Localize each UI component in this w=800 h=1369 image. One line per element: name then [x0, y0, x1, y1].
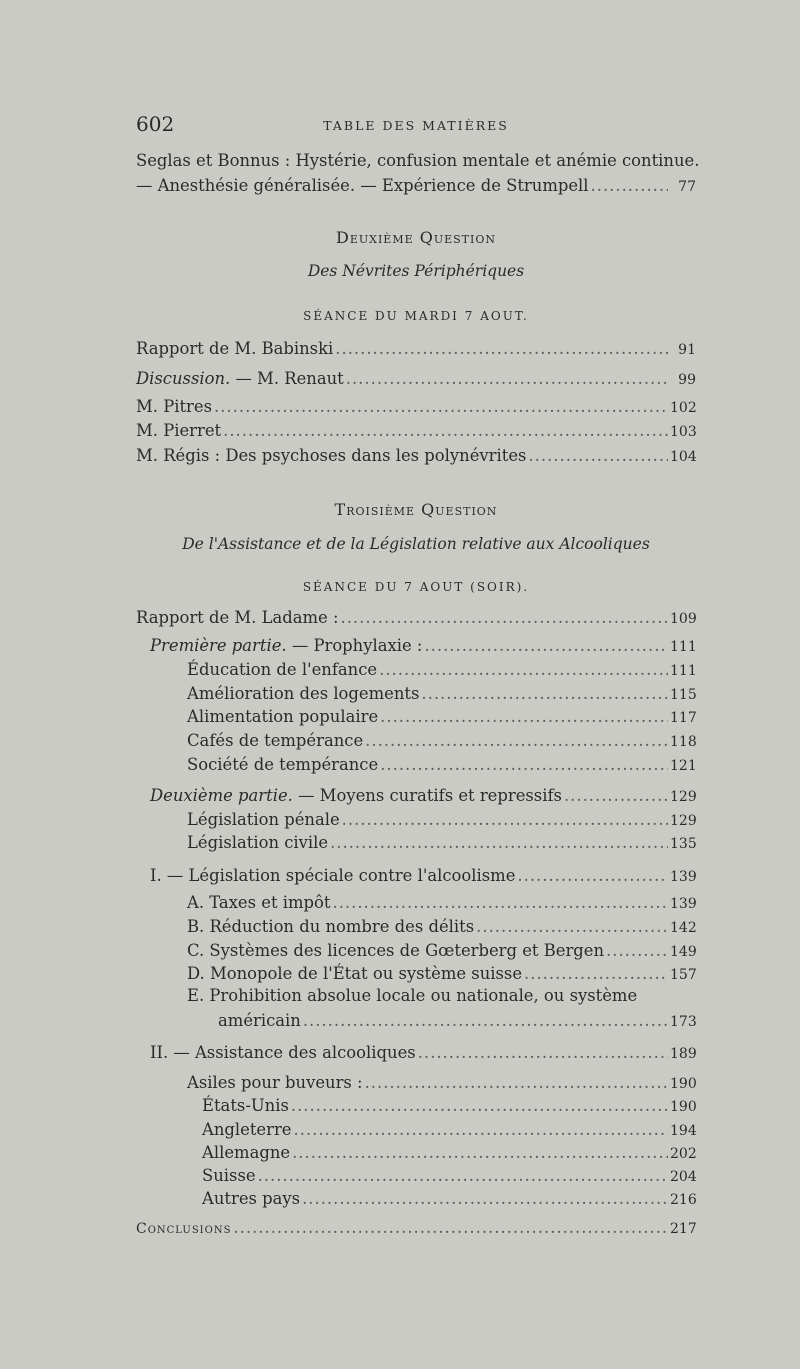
leader-dots: [293, 1120, 668, 1139]
toc-entry[interactable]: [187, 731, 696, 755]
toc-entry-label: M. Régis : Des psychoses dans les polynévrites: [136, 446, 527, 465]
toc-entry-page: 129: [670, 789, 697, 805]
toc-entry-page: 204: [670, 1169, 697, 1185]
toc-entry-page: 118: [670, 734, 697, 750]
toc-entry-label: Législation civile: [187, 833, 329, 852]
running-title: TABLE DES MATIÈRES: [323, 118, 509, 133]
toc-entry-page: 157: [670, 967, 697, 983]
leader-dots: [424, 636, 668, 655]
toc-entry-page: 194: [670, 1123, 697, 1139]
leader-dots: [564, 786, 668, 805]
toc-entry-page: 102: [670, 400, 697, 416]
toc-entry[interactable]: [187, 941, 696, 965]
leader-dots: [517, 866, 668, 885]
toc-entry-label: Amélioration des logements: [187, 684, 420, 703]
leader-dots: [291, 1096, 668, 1115]
toc-entry-page: 202: [670, 1146, 697, 1162]
toc-entry-page: 135: [670, 836, 697, 852]
toc-entry-label: II. — Assistance des alcooliques: [150, 1043, 416, 1062]
toc-entry-page: 99: [678, 372, 696, 388]
toc-entry-label: Société de tempérance: [187, 755, 379, 774]
intro-line-1: Seglas et Bonnus : Hystérie, confusion mentale et anémie continue.: [136, 151, 700, 170]
toc-entry-page: 216: [670, 1192, 697, 1208]
toc-entry-conclusions[interactable]: [136, 1218, 696, 1242]
leader-dots: [233, 1218, 668, 1237]
toc-entry-label: D. Monopole de l'État ou système suisse: [187, 964, 523, 983]
toc-entry-page: 91: [678, 342, 696, 358]
toc-entry-label: E. Prohibition absolue locale ou nationale, ou système: [187, 986, 638, 1005]
leader-dots: [342, 810, 668, 829]
toc-entry-label: Asiles pour buveurs :: [187, 1073, 363, 1092]
toc-entry-label: Allemagne: [202, 1143, 291, 1162]
toc-entry[interactable]: [187, 755, 696, 779]
leader-dots: [524, 964, 668, 983]
toc-entry-label-rest: — Moyens curatifs et repressifs: [292, 786, 562, 805]
toc-entry-label: Suisse: [202, 1166, 256, 1185]
toc-entry-label: États-Unis: [202, 1096, 289, 1115]
toc-entry-label: A. Taxes et impôt: [187, 893, 331, 912]
toc-entry-label: Rapport de M. Ladame :: [136, 608, 339, 627]
section-subtitle-q2: Des Névrites Périphériques: [307, 262, 525, 280]
toc-entry-label: M. Pitres: [136, 397, 213, 416]
toc-entry[interactable]: [187, 917, 696, 941]
toc-entry-label-italic: Deuxième partie.: [150, 786, 293, 805]
leader-dots: [258, 1166, 668, 1185]
toc-entry-page: 142: [670, 920, 697, 936]
toc-entry[interactable]: [150, 786, 696, 810]
toc-entry[interactable]: [187, 660, 696, 684]
toc-entry[interactable]: [202, 1120, 696, 1144]
leader-dots: [330, 833, 668, 852]
leader-dots: [380, 755, 668, 774]
leader-dots: [606, 941, 668, 960]
toc-entry-page: 117: [670, 710, 697, 726]
toc-entry-label: M. Pierret: [136, 421, 222, 440]
toc-entry-page: 104: [670, 449, 697, 465]
toc-entry-page: 115: [670, 687, 697, 703]
leader-dots: [528, 446, 668, 465]
toc-entry[interactable]: [150, 866, 696, 890]
leader-dots: [418, 1043, 668, 1062]
leader-dots: [379, 660, 668, 679]
leader-dots: [476, 917, 668, 936]
toc-entry-page: 190: [670, 1099, 697, 1115]
toc-entry-label: Autres pays: [202, 1189, 301, 1208]
toc-entry[interactable]: [187, 833, 696, 857]
toc-entry-label-italic: Première partie.: [150, 636, 287, 655]
toc-entry-page: 139: [670, 896, 697, 912]
toc-entry-label: Cafés de tempérance: [187, 731, 364, 750]
toc-entry-page: 190: [670, 1076, 697, 1092]
toc-entry[interactable]: [187, 893, 696, 917]
toc-entry-label: Rapport de M. Babinski: [136, 339, 334, 358]
toc-entry-label: B. Réduction du nombre des délits: [187, 917, 475, 936]
toc-entry-page: 121: [670, 758, 697, 774]
toc-entry-label: C. Systèmes des licences de Gœterberg et Bergen: [187, 941, 605, 960]
leader-dots: [214, 397, 668, 416]
toc-entry[interactable]: [187, 684, 696, 708]
leader-dots: [346, 369, 668, 388]
toc-entry-label: Alimentation populaire: [187, 707, 379, 726]
toc-entry[interactable]: [202, 1189, 696, 1213]
toc-entry[interactable]: [136, 339, 696, 363]
toc-entry-page: 109: [670, 611, 697, 627]
toc-entry[interactable]: [202, 1096, 696, 1120]
toc-entry[interactable]: [202, 1143, 696, 1167]
section-heading-q3: Troisième Question: [334, 500, 498, 519]
leader-dots: [302, 1189, 668, 1208]
toc-entry-label: Législation pénale: [187, 810, 340, 829]
toc-entry-label: I. — Législation spéciale contre l'alcoolisme: [150, 866, 516, 885]
section-subtitle-q3: De l'Assistance et de la Législation relative aux Alcooliques: [182, 535, 650, 553]
toc-entry-page: 111: [670, 663, 697, 679]
leader-dots: [303, 1011, 668, 1030]
toc-entry[interactable]: [136, 397, 696, 421]
toc-entry-page: 77: [678, 179, 696, 195]
toc-entry[interactable]: [150, 636, 696, 660]
leader-dots: [380, 707, 668, 726]
toc-entry-label: Éducation de l'enfance: [187, 660, 378, 679]
section-heading-q2: Deuxième Question: [336, 228, 496, 247]
toc-entry-page: 139: [670, 869, 697, 885]
leader-dots: [332, 893, 668, 912]
toc-entry-page: 129: [670, 813, 697, 829]
toc-entry-page: 103: [670, 424, 697, 440]
toc-entry[interactable]: [136, 421, 696, 445]
toc-entry-page: 189: [670, 1046, 697, 1062]
toc-entry[interactable]: [136, 446, 696, 470]
toc-entry[interactable]: [136, 608, 696, 632]
leader-dots: [591, 176, 668, 195]
toc-entry-page: 173: [670, 1014, 697, 1030]
toc-entry[interactable]: [150, 1043, 696, 1067]
toc-entry[interactable]: [187, 964, 696, 988]
seance-heading-q2: SÉANCE DU MARDI 7 AOUT.: [303, 309, 529, 323]
toc-entry-label: [150, 786, 562, 805]
toc-entry-label-rest: — Prophylaxie :: [286, 636, 423, 655]
toc-entry[interactable]: [218, 1011, 696, 1035]
toc-entry-label-italic: Discussion.: [136, 369, 231, 388]
toc-entry-page: 217: [670, 1221, 697, 1237]
leader-dots: [292, 1143, 668, 1162]
toc-entry[interactable]: [202, 1166, 696, 1190]
toc-entry-label: américain: [218, 1011, 301, 1030]
leader-dots: [365, 731, 668, 750]
toc-entry[interactable]: [187, 810, 696, 834]
seance-heading-q3: SÉANCE DU 7 AOUT (SOIR).: [302, 580, 530, 594]
toc-entry-label: Angleterre: [202, 1120, 292, 1139]
toc-entry-label-rest: — M. Renaut: [230, 369, 344, 388]
toc-entry[interactable]: [187, 1073, 696, 1097]
leader-dots: [421, 684, 668, 703]
toc-entry-intro[interactable]: [136, 176, 696, 200]
toc-entry[interactable]: [136, 369, 696, 393]
toc-entry-page: 149: [670, 944, 697, 960]
toc-entry[interactable]: [187, 707, 696, 731]
page-number: 602: [136, 112, 175, 136]
toc-entry-page: 111: [670, 639, 697, 655]
toc-entry-label: [136, 369, 344, 388]
leader-dots: [335, 339, 668, 358]
leader-dots: [365, 1073, 668, 1092]
toc-entry-label: [150, 636, 422, 655]
leader-dots: [223, 421, 668, 440]
toc-entry-label: — Anesthésie généralisée. — Expérience de Strumpell: [136, 176, 589, 195]
toc-entry-label: Conclusions: [136, 1221, 232, 1237]
leader-dots: [340, 608, 668, 627]
page-header: [136, 112, 696, 142]
